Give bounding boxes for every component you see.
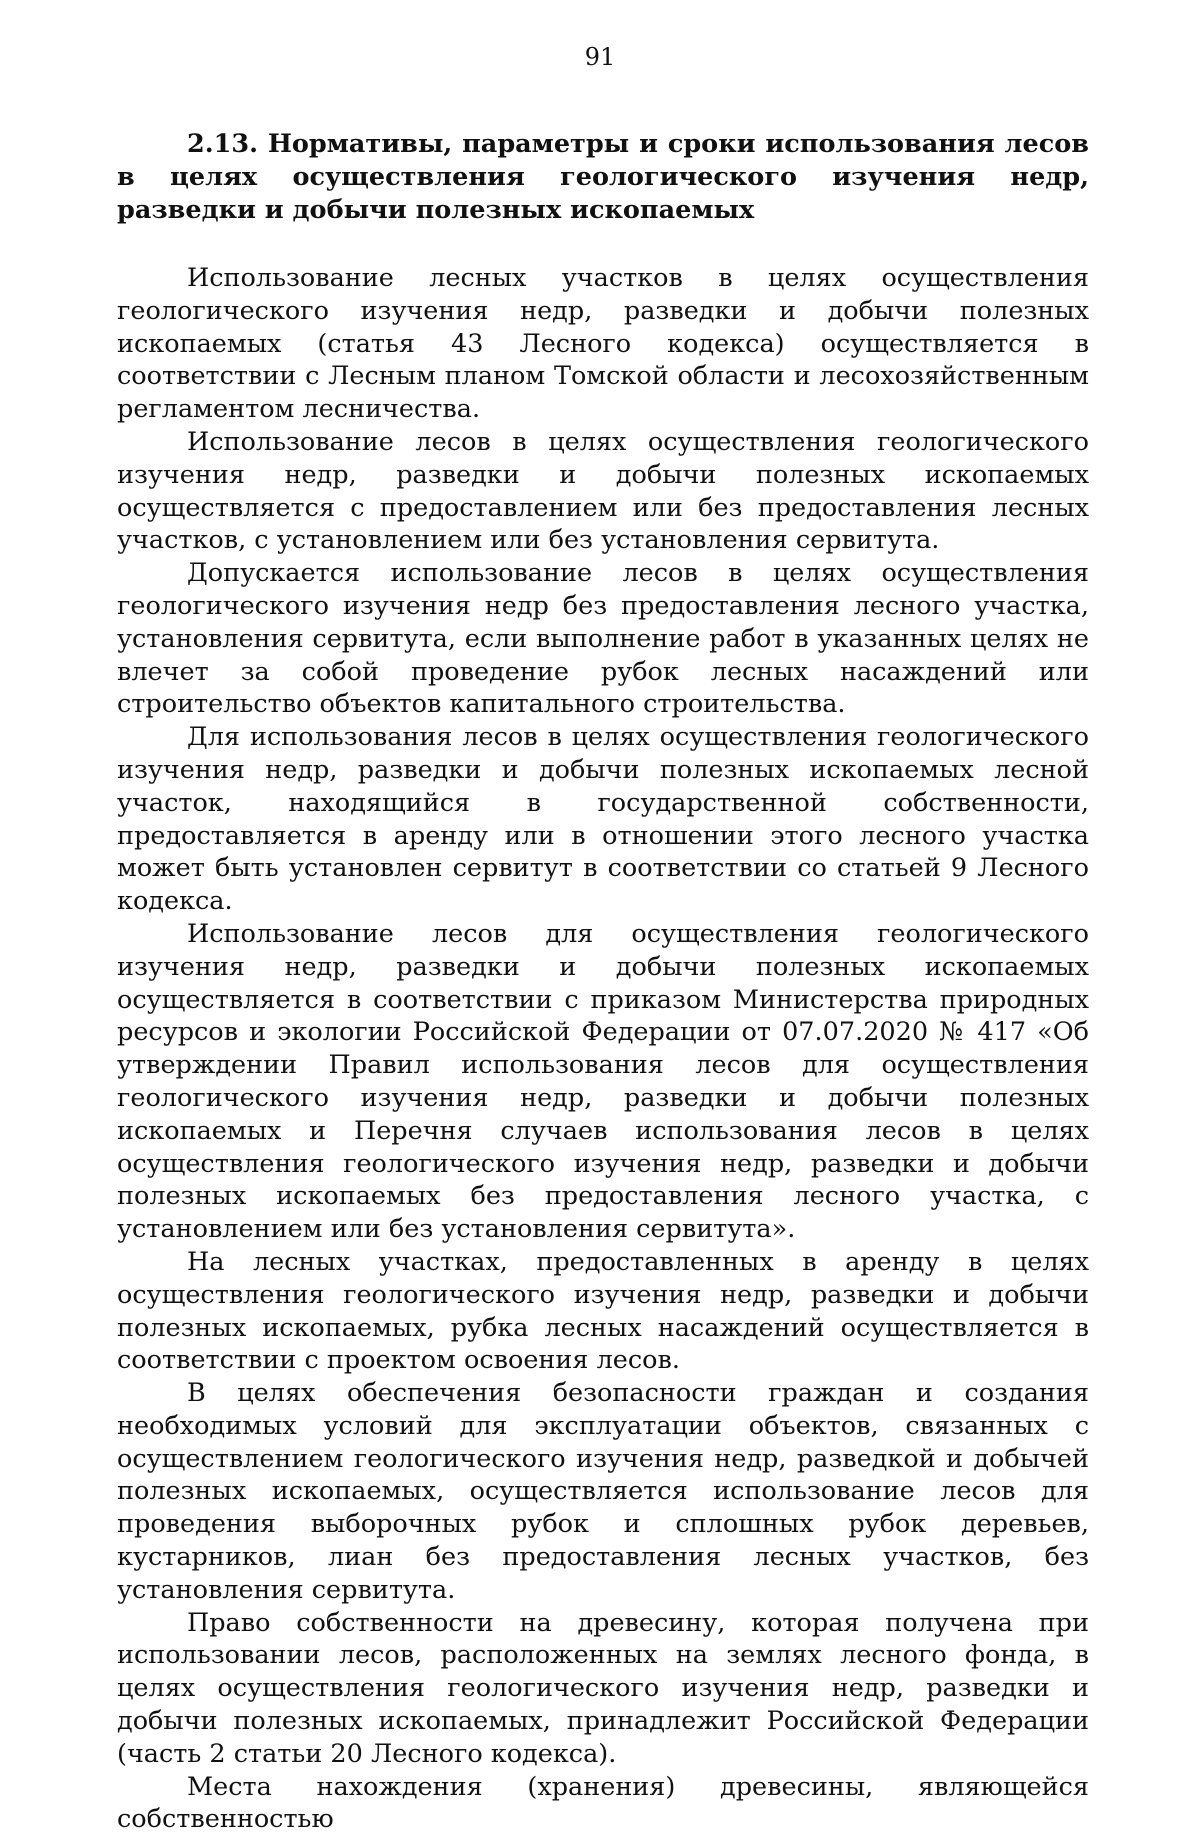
paragraph: Право собственности на древесину, которая получена при использовании лесов, расположенных на землях лесного фонда, в целях осуществления геологического изучения недр, разведки и добычи полезных ископаемых, принадлежит Российской Федерации (часть 2 статьи 20 Лесного кодекса). <box>117 1607 1089 1769</box>
paragraph: Использование лесов в целях осуществления геологического изучения недр, разведки и добычи полезных ископаемых осуществляется с предоставлением или без предоставления лесных участков, с установлением или без установления сервитута. <box>117 426 1089 556</box>
section-heading: 2.13. Нормативы, параметры и сроки использования лесов в целях осуществления геологического изучения недр, разведки и добычи полезных ископаемых <box>117 129 1089 225</box>
paragraph: На лесных участках, предоставленных в аренду в целях осуществления геологического изучения недр, разведки и добычи полезных ископаемых, рубка лесных насаждений осуществляется в соответствии с проектом освоения лесов. <box>117 1246 1089 1376</box>
page-number: 91 <box>584 43 616 71</box>
body-text <box>117 262 1089 1836</box>
paragraph: Места нахождения (хранения) древесины, являющейся собственностью <box>117 1771 1089 1835</box>
paragraph: Использование лесных участков в целях осуществления геологического изучения недр, разведки и добычи полезных ископаемых (статья 43 Лесного кодекса) осуществляется в соответствии с Лесным планом Томской области и лесохозяйственным регламентом лесничества. <box>117 263 1089 425</box>
paragraph: Допускается использование лесов в целях осуществления геологического изучения недр без предоставления лесного участка, установления сервитута, если выполнение работ в указанных целях не влечет за собой проведение рубок лесных насаждений или строительство объектов капитального строительства. <box>117 558 1089 720</box>
paragraph: В целях обеспечения безопасности граждан и создания необходимых условий для эксплуатации объектов, связанных с осуществлением геологического изучения недр, разведкой и добычей полезных ископаемых, осуществляется использование лесов для проведения выборочных рубок и сплошных рубок деревьев, кустарников, лиан без предоставления лесных участков, без установления сервитута. <box>117 1378 1089 1605</box>
paragraph: Использование лесов для осуществления геологического изучения недр, разведки и добычи полезных ископаемых осуществляется в соответствии с приказом Министерства природных ресурсов и экологии Российской Федерации от 07.07.2020 № 417 «Об утверждении Правил использования лесов для осуществления геологического изучения недр, разведки и добычи полезных ископаемых и Перечня случаев использования лесов в целях осуществления геологического изучения недр, разведки и добычи полезных ископаемых без предоставления лесного участка, с установлением или без установления сервитута». <box>117 918 1089 1245</box>
paragraph: Для использования лесов в целях осуществления геологического изучения недр, разведки и добычи полезных ископаемых лесной участок, находящийся в государственной собственности, предоставляется в аренду или в отношении этого лесного участка может быть установлен сервитут в соответствии со статьей 9 Лесного кодекса. <box>117 722 1089 917</box>
